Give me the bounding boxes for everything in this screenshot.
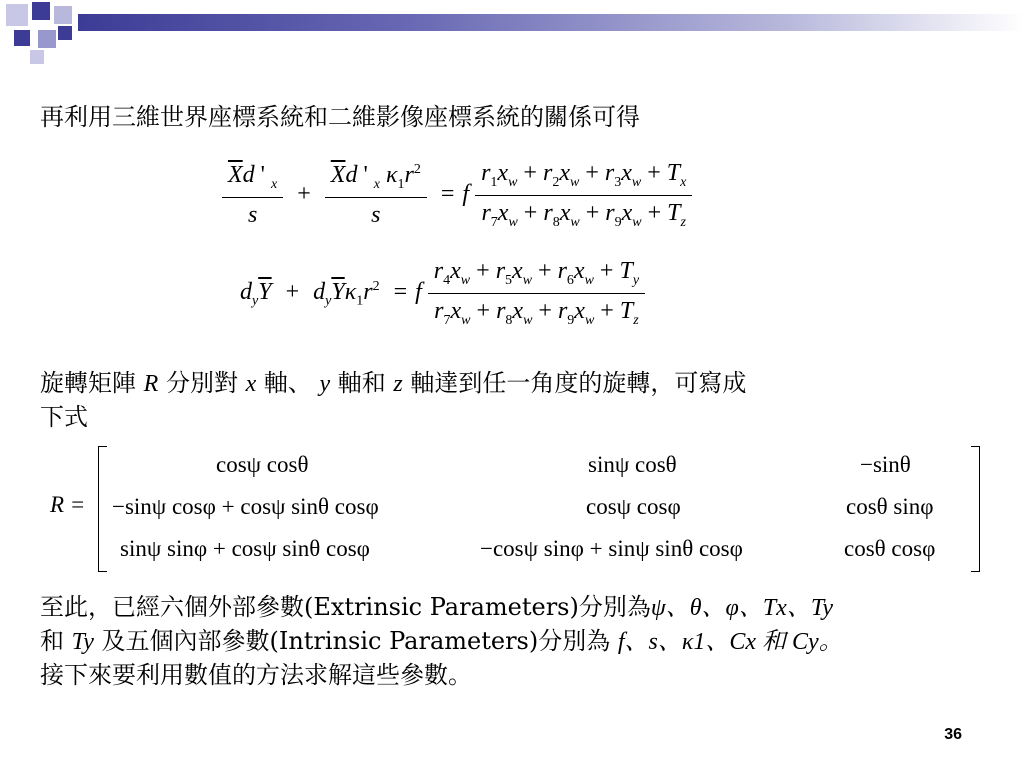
matrix-cell: −sinθ bbox=[860, 452, 911, 477]
matrix-cell: −cosψ sinφ + sinψ sinθ cosφ bbox=[480, 536, 743, 561]
matrix-cell: cosθ sinφ bbox=[846, 494, 934, 519]
header-bar bbox=[78, 14, 1024, 31]
matrix-row-3 bbox=[110, 530, 970, 570]
matrix-lhs: R = bbox=[50, 492, 86, 517]
matrix-cell: cosψ cosθ bbox=[216, 452, 309, 477]
equation-x-projection: $\frac{\overline{X}d ' _x}{s}$ + $\frac{\overline{X}d ' _x \kappa_1r^2}{s}$ = f $\frac{r_1x_w + r_2x_w + r_3x_w + T_x}{r_7x_w + r_8x_w + r_9x_w + T_z}$ bbox=[222, 160, 692, 231]
matrix-row-2 bbox=[110, 488, 970, 528]
page-number: 36 bbox=[944, 726, 962, 743]
rotation-matrix bbox=[50, 446, 980, 570]
parameters-paragraph: 至此，已經六個外部參數(Extrinsic Parameters)分別為ψ、θ、φ、Tx、Ty 和 Ty 及五個內部參數(Intrinsic Parameters)分別為 f、s、κ1、Cx 和 Cy。 接下來要利用數值的方法求解這些參數。 bbox=[40, 593, 843, 689]
matrix-cell: cosθ cosφ bbox=[844, 536, 936, 561]
matrix-cell: cosψ cosφ bbox=[586, 494, 681, 519]
heading-text: 再利用三維世界座標系統和二維影像座標系統的關係可得 bbox=[40, 103, 640, 131]
matrix-cell: sinψ cosθ bbox=[588, 452, 677, 477]
rotation-paragraph: 旋轉矩陣 R 分別對 x 軸、 y 軸和 z 軸達到任一角度的旋轉，可寫成 下式 bbox=[40, 369, 747, 431]
matrix-cell: −sinψ cosφ + cosψ sinθ cosφ bbox=[112, 494, 379, 519]
matrix-row-1 bbox=[110, 446, 970, 486]
matrix-bracket-right bbox=[971, 446, 980, 572]
equation-y-projection: $d_y\overline{Y} + d_y\overline{Y}\kappa_1r^2 = f$ $\frac{r_4x_w + r_5x_w + r_6x_w + T_y}{r_7x_w + r_8x_w + r_9x_w + T_z}$ bbox=[240, 258, 645, 329]
matrix-cell: sinψ sinφ + cosψ sinθ cosφ bbox=[120, 536, 370, 561]
matrix-bracket-left bbox=[98, 446, 107, 572]
